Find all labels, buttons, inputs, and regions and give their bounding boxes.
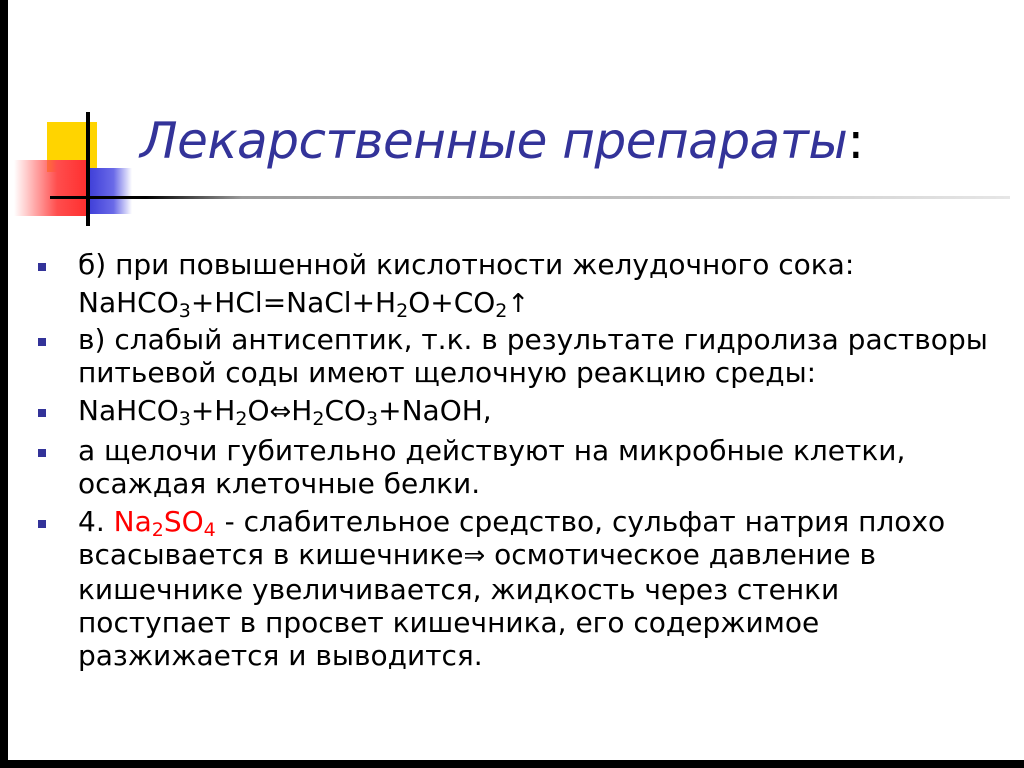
red-square-decoration <box>14 160 86 216</box>
bullet-icon <box>38 409 46 417</box>
bullet-icon <box>38 338 46 346</box>
list-item-v <box>36 323 996 389</box>
formula-part: SO <box>163 505 204 538</box>
double-arrow-icon: ⇔ <box>269 397 292 427</box>
slide-title-text: Лекарственные препараты <box>140 112 848 170</box>
item-v-text: в) слабый антисептик, т.к. в результате гидролиза растворы питьевой соды имеют щелочную реакцию среды: <box>78 323 988 389</box>
item-4-text-2: осмотическое давление в кишечнике увеличивается, жидкость через стенки поступает в просвет кишечника, его содержимое разжижается и выводится. <box>78 538 877 672</box>
eq-subscript: 2 <box>495 300 508 322</box>
list-item-hydrolysis <box>36 394 996 429</box>
formula-subscript: 2 <box>151 519 164 541</box>
eq-subscript: 3 <box>366 408 379 430</box>
slide-title-colon: : <box>847 112 864 170</box>
list-item-alkali <box>36 434 996 500</box>
eq-subscript: 3 <box>178 408 191 430</box>
eq-part: +NaOH, <box>378 394 492 427</box>
formula-part: Na <box>113 505 152 538</box>
bullet-icon <box>38 449 46 457</box>
formula-subscript: 4 <box>203 519 216 541</box>
eq-part: O <box>247 394 270 427</box>
decorative-logo <box>0 0 160 240</box>
item-b-text: б) при повышенной кислотности желудочного сока: <box>78 248 855 281</box>
slide-title <box>140 112 864 170</box>
eq-subscript: 2 <box>312 408 325 430</box>
eq-part: O+CO <box>408 286 496 319</box>
item-4-text-1: - слабительное средство, сульфат натрия плохо всасывается в кишечнике <box>78 505 946 571</box>
blue-square-decoration <box>86 168 132 214</box>
bullet-icon <box>38 520 46 528</box>
eq-part: +H <box>190 394 236 427</box>
eq-part: NaHCO <box>78 394 179 427</box>
item-alkali-text: а щелочи губительно действуют на микробные клетки, осаждая клеточные белки. <box>78 434 906 500</box>
eq-subscript: 2 <box>396 300 409 322</box>
eq-subscript: 3 <box>178 300 191 322</box>
up-arrow-icon: ↑ <box>507 289 530 319</box>
eq-part: +HCl=NaCl+H <box>190 286 397 319</box>
vertical-line-decoration <box>86 112 90 226</box>
list-item-b <box>36 248 996 281</box>
eq-part: CO <box>324 394 367 427</box>
bullet-icon <box>38 263 46 271</box>
slide-content <box>36 248 996 677</box>
eq-part: NaHCO <box>78 286 179 319</box>
equation-neutralization <box>36 286 996 321</box>
title-underline <box>50 196 1010 199</box>
list-item-4 <box>36 505 996 672</box>
eq-subscript: 2 <box>235 408 248 430</box>
implies-arrow-icon: ⇒ <box>463 541 486 571</box>
eq-part: H <box>291 394 313 427</box>
formula-na2so4 <box>113 505 216 541</box>
item-number: 4. <box>78 505 114 538</box>
